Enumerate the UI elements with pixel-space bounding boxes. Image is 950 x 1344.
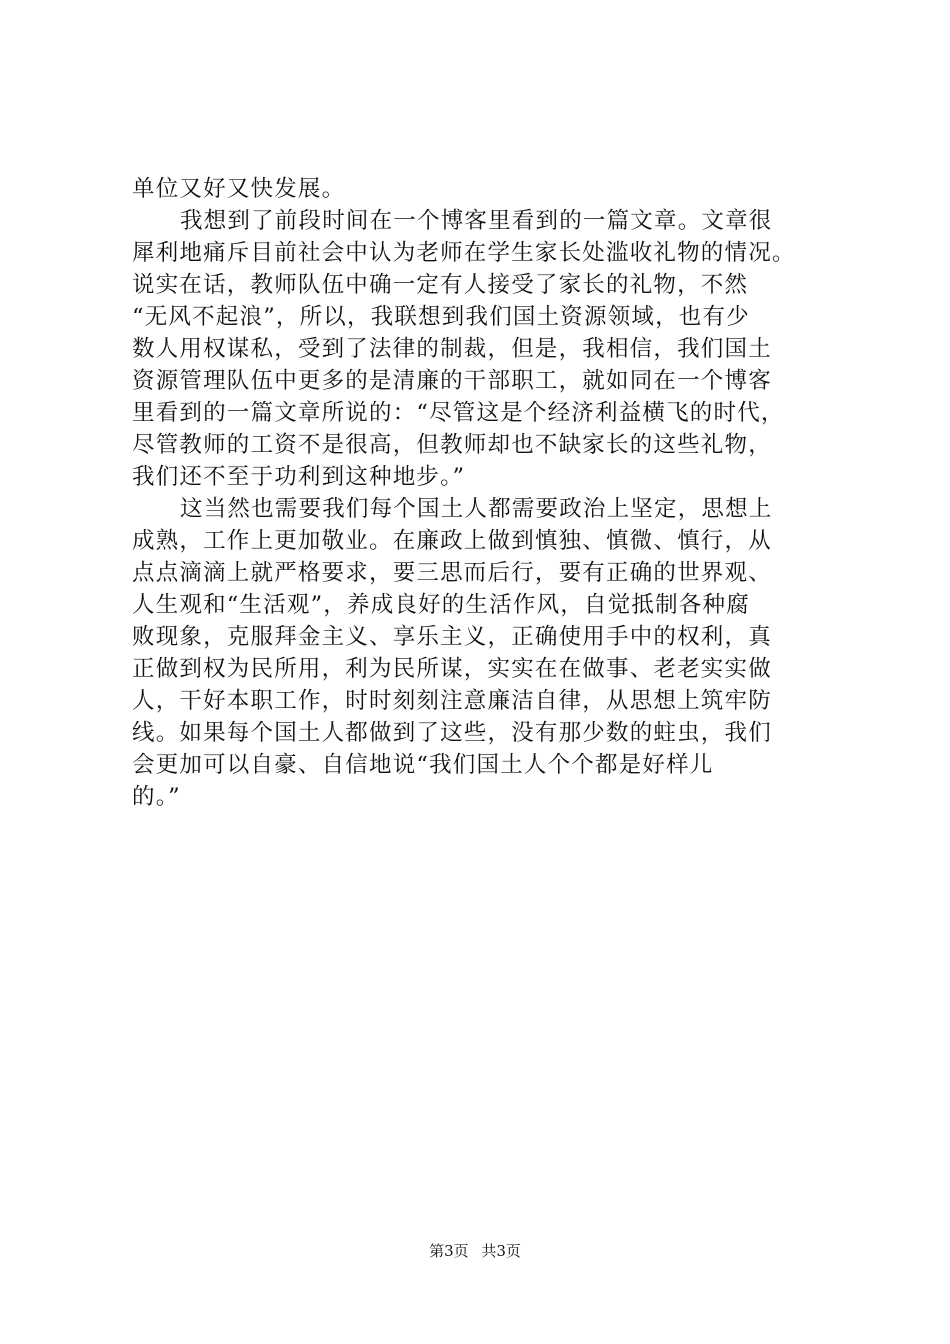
text-line: 数人用权谋私，受到了法律的制裁，但是，我相信，我们国土 — [132, 336, 772, 362]
page-total: 共3页 — [481, 1242, 521, 1260]
text-line: 人，干好本职工作，时时刻刻注意廉洁自律，从思想上筑牢防 — [132, 688, 772, 714]
paragraph-start-line: 我想到了前段时间在一个博客里看到的一篇文章。文章很 — [180, 208, 773, 234]
text-line: 败现象，克服拜金主义、享乐主义，正确使用手中的权利，真 — [132, 624, 772, 650]
text-line: 的。” — [132, 784, 181, 810]
text-line: 说实在话，教师队伍中确一定有人接受了家长的礼物，不然 — [132, 272, 749, 298]
text-line: 成熟，工作上更加敬业。在廉政上做到慎独、慎微、慎行，从 — [132, 528, 772, 554]
text-line: 点点滴滴上就严格要求，要三思而后行，要有正确的世界观、 — [132, 560, 772, 586]
text-line: 线。如果每个国土人都做到了这些，没有那少数的蛀虫，我们 — [132, 720, 772, 746]
text-line: “无风不起浪”，所以，我联想到我们国土资源领域，也有少 — [132, 304, 750, 330]
text-line: 犀利地痛斥目前社会中认为老师在学生家长处滥收礼物的情况。 — [132, 240, 796, 266]
page-number: 第3页 — [429, 1242, 469, 1260]
page-footer — [0, 1241, 950, 1261]
text-line: 尽管教师的工资不是很高，但教师却也不缺家长的这些礼物， — [132, 432, 772, 458]
text-line: 资源管理队伍中更多的是清廉的干部职工，就如同在一个博客 — [132, 368, 772, 394]
text-line: 正做到权为民所用，利为民所谋，实实在在做事、老老实实做 — [132, 656, 772, 682]
paragraph-start-line: 这当然也需要我们每个国土人都需要政治上坚定，思想上 — [180, 496, 773, 522]
text-line: 我们还不至于功利到这种地步。” — [132, 464, 466, 490]
text-line: 里看到的一篇文章所说的：“尽管这是个经济利益横飞的时代， — [132, 400, 785, 426]
document-body — [132, 173, 832, 813]
text-line: 单位又好又快发展。 — [132, 176, 346, 202]
text-line: 人生观和“生活观”，养成良好的生活作风，自觉抵制各种腐 — [132, 592, 750, 618]
text-line: 会更加可以自豪、自信地说“我们国土人个个都是好样儿 — [132, 752, 714, 778]
